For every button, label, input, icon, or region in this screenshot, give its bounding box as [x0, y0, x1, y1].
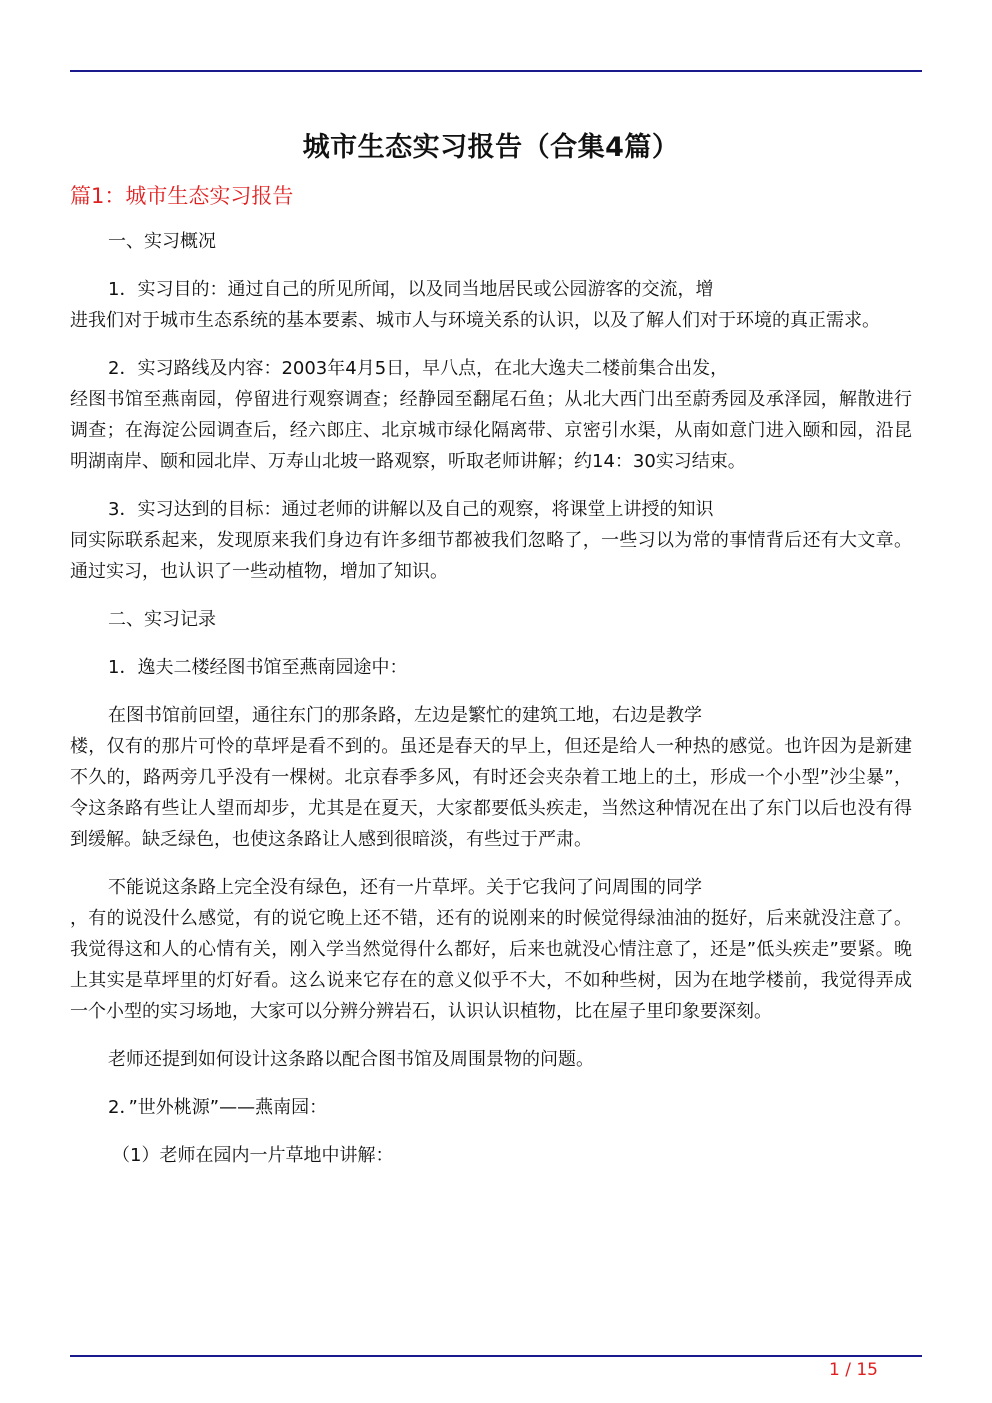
paragraph-lawn-first-line: 不能说这条路上完全没有绿色，还有一片草坪。关于它我问了问周围的同学: [108, 877, 702, 898]
paragraph-purpose-first-line: 1．实习目的：通过自己的所见所闻，以及同当地居民或公园游客的交流，增: [108, 279, 714, 300]
paragraph-teacher-note: 老师还提到如何设计这条路以配合图书馆及周围景物的问题。: [108, 1049, 594, 1070]
record-item-1: 1．逸夫二楼经图书馆至燕南园途中：: [108, 657, 408, 678]
paragraph-purpose-rest: 进我们对于城市生态系统的基本要素、城市人与环境关系的认识，以及了解人们对于环境的真正需求。: [70, 310, 880, 331]
record-heading: 二、实习记录: [108, 609, 216, 630]
paragraph-goals: [70, 494, 912, 587]
header-rule: [70, 70, 922, 72]
overview-heading: 一、实习概况: [108, 231, 216, 252]
paragraph-route-first-line: 2．实习路线及内容：2003年4月5日，早八点，在北大逸夫二楼前集合出发，: [108, 358, 729, 379]
paragraph-library-road-first-line: 在图书馆前回望，通往东门的那条路，左边是繁忙的建筑工地，右边是教学: [108, 705, 702, 726]
paragraph-library-road: [70, 700, 912, 855]
paragraph-goals-rest: 同实际联系起来，发现原来我们身边有许多细节都被我们忽略了，一些习以为常的事情背后还有大文章。通过实习，也认识了一些动植物，增加了知识。: [70, 530, 912, 582]
record-item-2-1: （1）老师在园内一片草地中讲解：: [112, 1145, 394, 1166]
paragraph-goals-first-line: 3．实习达到的目标：通过老师的讲解以及自己的观察，将课堂上讲授的知识: [108, 499, 714, 520]
footer-rule: [70, 1355, 922, 1357]
section-heading: 篇1：城市生态实习报告: [70, 184, 294, 208]
paragraph-purpose: [70, 274, 912, 336]
paragraph-route-rest: 经图书馆至燕南园，停留进行观察调查；经静园至翻尾石鱼；从北大西门出至蔚秀园及承泽园，解散进行调查；在海淀公园调查后，经六郎庄、北京城市绿化隔离带、京密引水渠，从南如意门进入颐和园，沿昆明湖南岸、颐和园北岸、万寿山北坡一路观察，听取老师讲解；约14：30实习结束。: [70, 389, 912, 472]
paragraph-lawn: [70, 872, 912, 1027]
document-body: [70, 128, 912, 1188]
document-title: 城市生态实习报告（合集4篇）: [302, 132, 680, 163]
paragraph-route: [70, 353, 912, 477]
record-item-2: 2．”世外桃源”——燕南园：: [108, 1097, 328, 1118]
paragraph-lawn-rest: ，有的说没什么感觉，有的说它晚上还不错，还有的说刚来的时候觉得绿油油的挺好，后来就没注意了。我觉得这和人的心情有关，刚入学当然觉得什么都好，后来也就没心情注意了，还是”低头疾走”要紧。晚上其实是草坪里的灯好看。这么说来它存在的意义似乎不大，不如种些树，因为在地学楼前，我觉得弄成一个小型的实习场地，大家可以分辨分辨岩石，认识认识植物，比在屋子里印象要深刻。: [70, 908, 912, 1022]
paragraph-library-road-rest: 楼，仅有的那片可怜的草坪是看不到的。虽还是春天的早上，但还是给人一种热的感觉。也许因为是新建不久的，路两旁几乎没有一棵树。北京春季多风，有时还会夹杂着工地上的土，形成一个小型”沙尘暴”，令这条路有些让人望而却步，尤其是在夏天，大家都要低头疾走，当然这种情况在出了东门以后也没有得到缓解。缺乏绿色，也使这条路让人感到很暗淡，有些过于严肃。: [70, 736, 912, 850]
page-number: 1 / 15: [829, 1360, 878, 1380]
